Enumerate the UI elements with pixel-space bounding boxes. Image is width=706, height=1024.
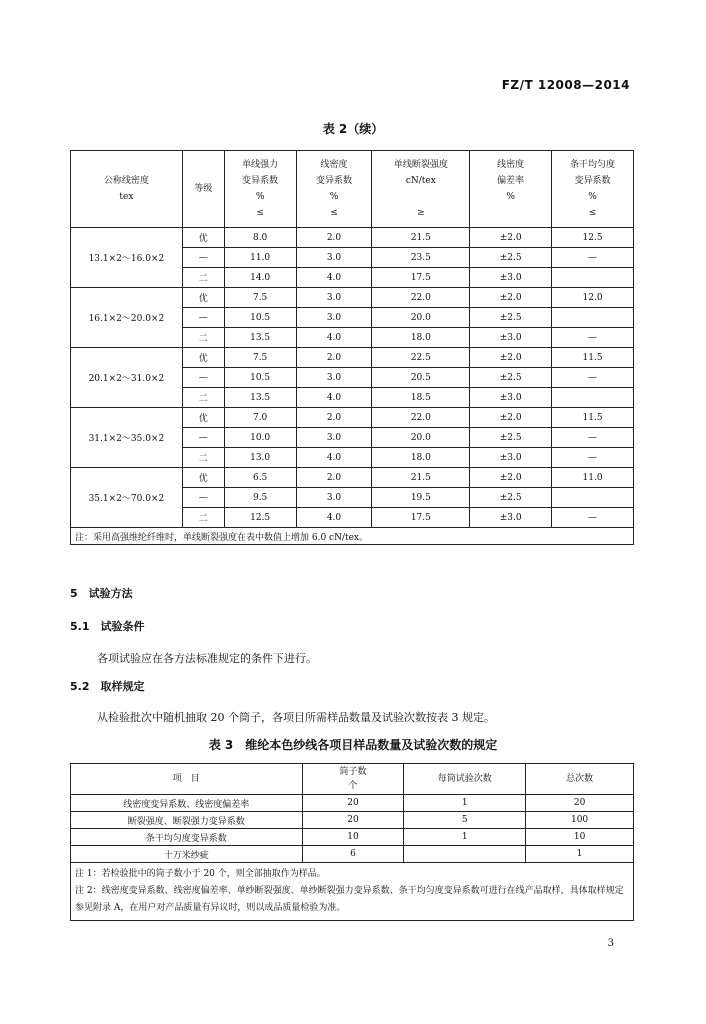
table3-cell: 线密度变异系数、线密度偏差率 [71, 795, 303, 812]
table2-header-row [71, 151, 634, 228]
spec-cell: 35.1×2～70.0×2 [71, 468, 183, 528]
header-grade: 等级 [182, 151, 224, 228]
table2-cell: 20.0 [372, 308, 470, 328]
header-tests-per-bobbin: 每筒试验次数 [404, 764, 526, 795]
table2-cell: — [552, 448, 634, 468]
table2-row [71, 288, 634, 308]
table2-cell: 优 [182, 288, 224, 308]
table2-cell: 17.5 [372, 508, 470, 528]
table2-cell: 20.5 [372, 368, 470, 388]
spec-cell: 31.1×2～35.0×2 [71, 408, 183, 468]
spec-cell: 20.1×2～31.0×2 [71, 348, 183, 408]
table2-cell: 2.0 [296, 228, 372, 248]
table2-cell: 4.0 [296, 448, 372, 468]
table2-cell: 优 [182, 348, 224, 368]
table2-cell: ±2.5 [470, 488, 552, 508]
table3-notes [71, 863, 634, 921]
table2-cell: 10.5 [224, 308, 296, 328]
table3-cell: 100 [526, 812, 634, 829]
table2-cell: 10.0 [224, 428, 296, 448]
table3-cell: 1 [404, 795, 526, 812]
table2-cell: 3.0 [296, 288, 372, 308]
spec-cell: 13.1×2～16.0×2 [71, 228, 183, 288]
table2-cell: 2.0 [296, 468, 372, 488]
section-5-heading: 5 试验方法 [70, 587, 133, 600]
table2-cell [552, 268, 634, 288]
table3-cell: 20 [302, 812, 404, 829]
table2-cell: 7.0 [224, 408, 296, 428]
table2-cell: 18.5 [372, 388, 470, 408]
table2-cell: ±2.0 [470, 348, 552, 368]
table3-cell: 10 [302, 829, 404, 846]
table2-cell: 12.0 [552, 288, 634, 308]
table2-cell: 2.0 [296, 348, 372, 368]
table2-cell: 3.0 [296, 248, 372, 268]
table2-row [71, 348, 634, 368]
table2-cell: 4.0 [296, 328, 372, 348]
table2-cell: ±2.5 [470, 308, 552, 328]
table2-cell: ±3.0 [470, 508, 552, 528]
table2-cell: 优 [182, 228, 224, 248]
table2-cell [552, 308, 634, 328]
table3-cell: 20 [302, 795, 404, 812]
table2-cell: 20.0 [372, 428, 470, 448]
table2-note: 注：采用高强维纶纤维时，单线断裂强度在表中数值上增加 6.0 cN/tex。 [71, 528, 634, 545]
table2-cell: ±3.0 [470, 268, 552, 288]
section-5-1-text: 各项试验应在各方法标准规定的条件下进行。 [97, 652, 317, 665]
table2-cell: — [552, 368, 634, 388]
header-total-tests: 总次数 [526, 764, 634, 795]
table2-cell: ±2.0 [470, 408, 552, 428]
table2-cell: ±2.0 [470, 288, 552, 308]
table3-row [71, 812, 634, 829]
table3-row [71, 795, 634, 812]
table2-cell: 13.5 [224, 328, 296, 348]
table2-cell: 11.0 [552, 468, 634, 488]
standard-code: FZ/T 12008—2014 [501, 78, 630, 92]
table2-cell: 3.0 [296, 488, 372, 508]
table3-cell [404, 846, 526, 863]
table2-cell: ±2.5 [470, 248, 552, 268]
table3-row [71, 829, 634, 846]
table3-cell: 20 [526, 795, 634, 812]
table2-row [71, 408, 634, 428]
header-tenacity: 单线断裂强度 cN/tex ≥ [372, 151, 470, 228]
table2-cell: 11.5 [552, 408, 634, 428]
table2-cell: 21.5 [372, 228, 470, 248]
table2-cell: 18.0 [372, 448, 470, 468]
table2-cell: 19.5 [372, 488, 470, 508]
header-strength-cv: 单线强力 变异系数 % ≤ [224, 151, 296, 228]
table2-cell: — [182, 308, 224, 328]
table2-cell: 优 [182, 408, 224, 428]
table2-cell: 二 [182, 328, 224, 348]
table2-cell: 13.0 [224, 448, 296, 468]
table3-cell: 断裂强度、断裂强力变异系数 [71, 812, 303, 829]
table2-cell: 12.5 [224, 508, 296, 528]
table2-cell: 9.5 [224, 488, 296, 508]
table2-cell: 6.5 [224, 468, 296, 488]
table2-body [71, 228, 634, 528]
table2-cell: 8.0 [224, 228, 296, 248]
table2-cell: — [552, 328, 634, 348]
table2-cell: 二 [182, 268, 224, 288]
section-5-2-text: 从检验批次中随机抽取 20 个筒子，各项目所需样品数量及试验次数按表 3 规定。 [97, 711, 495, 724]
table2-cell: 3.0 [296, 308, 372, 328]
table3-cell: 10 [526, 829, 634, 846]
table2-cell: 14.0 [224, 268, 296, 288]
table3-cell: 5 [404, 812, 526, 829]
table2-caption: 表 2（续） [322, 122, 384, 136]
table2-cell: ±3.0 [470, 328, 552, 348]
table2-cell: — [552, 248, 634, 268]
table2-cell: 7.5 [224, 348, 296, 368]
table2-cell: 10.5 [224, 368, 296, 388]
table2-cell: — [552, 508, 634, 528]
table2-row [71, 468, 634, 488]
table2-cell: 13.5 [224, 388, 296, 408]
table3-header-row [71, 764, 634, 795]
table3-cell: 十万米纱疵 [71, 846, 303, 863]
table2-cell: 二 [182, 508, 224, 528]
section-5-1-heading: 5.1 试验条件 [70, 620, 145, 633]
spec-cell: 16.1×2～20.0×2 [71, 288, 183, 348]
table2-cell: ±3.0 [470, 448, 552, 468]
table3-row [71, 846, 634, 863]
table2-cell [552, 388, 634, 408]
table3-cell: 条干均匀度变异系数 [71, 829, 303, 846]
header-bobbin-count: 筒子数 个 [302, 764, 404, 795]
table2-cell: ±2.5 [470, 428, 552, 448]
table2-cell: 二 [182, 448, 224, 468]
table2-cell: 17.5 [372, 268, 470, 288]
table2-cell: 4.0 [296, 388, 372, 408]
table3-note-1: 注 1：若检验批中的筒子数小于 20 个，则全部抽取作为样品。 [75, 869, 326, 879]
table2 [70, 150, 634, 545]
table2-cell: 4.0 [296, 268, 372, 288]
table2-note-row [71, 528, 634, 545]
table3-cell: 1 [404, 829, 526, 846]
table3-caption: 表 3 维纶本色纱线各项目样品数量及试验次数的规定 [208, 738, 498, 752]
table2-cell: 22.0 [372, 408, 470, 428]
table3-body [71, 795, 634, 863]
table3-note-row [71, 863, 634, 921]
table2-cell: 11.0 [224, 248, 296, 268]
table2-cell: ±2.0 [470, 468, 552, 488]
table3-note-2: 注 2：线密度变异系数、线密度偏差率、单纱断裂强度、单纱断裂强力变异系数、条干均匀度变异系数可进行在线产品取样，具体取样规定参见附录 A，在用户对产品质量有异议时，则以成品质量检验为准。 [75, 886, 624, 913]
page-number: 3 [607, 938, 614, 949]
table2-cell: 7.5 [224, 288, 296, 308]
table2-cell: 2.0 [296, 408, 372, 428]
table3-cell: 6 [302, 846, 404, 863]
table3-cell: 1 [526, 846, 634, 863]
table2-cell: 3.0 [296, 368, 372, 388]
table2-cell: — [182, 488, 224, 508]
table2-cell: — [552, 428, 634, 448]
table2-cell [552, 488, 634, 508]
section-5-2-heading: 5.2 取样规定 [70, 680, 145, 693]
header-density-deviation: 线密度 偏差率 % [470, 151, 552, 228]
header-density-cv: 线密度 变异系数 % ≤ [296, 151, 372, 228]
table2-cell: 12.5 [552, 228, 634, 248]
table3 [70, 763, 634, 921]
table2-cell: — [182, 428, 224, 448]
table2-cell: 21.5 [372, 468, 470, 488]
header-item: 项 目 [71, 764, 303, 795]
table2-cell: 二 [182, 388, 224, 408]
table2-cell: ±2.5 [470, 368, 552, 388]
table2-cell: — [182, 368, 224, 388]
table2-cell: 18.0 [372, 328, 470, 348]
table2-cell: 优 [182, 468, 224, 488]
table2-cell: 23.5 [372, 248, 470, 268]
table2-cell: 3.0 [296, 428, 372, 448]
table2-cell: ±3.0 [470, 388, 552, 408]
table2-cell: — [182, 248, 224, 268]
table2-cell: ±2.0 [470, 228, 552, 248]
table2-cell: 4.0 [296, 508, 372, 528]
table2-row [71, 228, 634, 248]
header-evenness-cv: 条干均匀度 变异系数 % ≤ [552, 151, 634, 228]
table2-cell: 11.5 [552, 348, 634, 368]
table2-cell: 22.0 [372, 288, 470, 308]
header-nominal-density: 公称线密度 tex [71, 151, 183, 228]
table2-cell: 22.5 [372, 348, 470, 368]
